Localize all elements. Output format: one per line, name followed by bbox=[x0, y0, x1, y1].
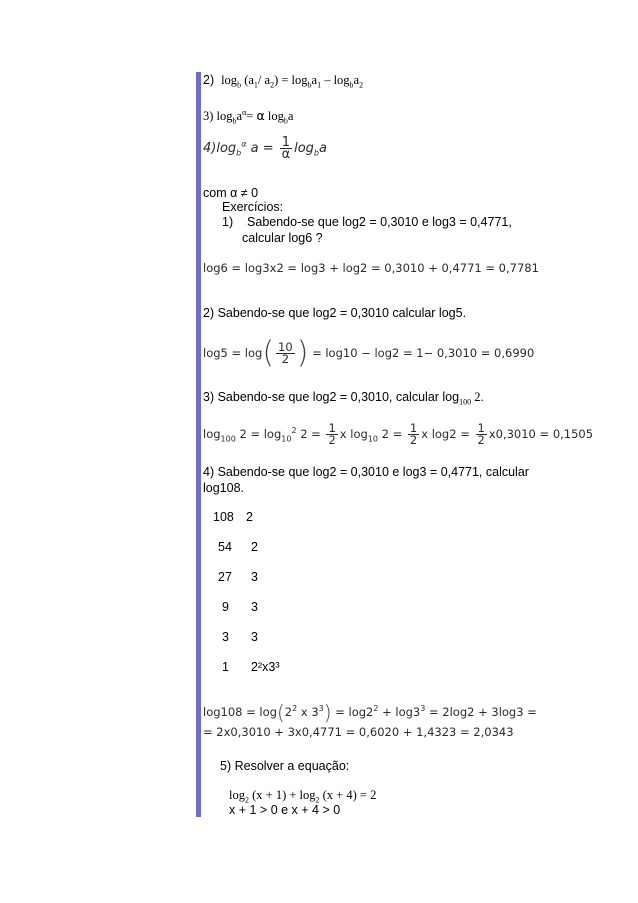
rule-3: 3) $\log_ba^\alpha= \alpha$ $\log_ba$ bbox=[203, 107, 294, 126]
exercise-3-solution: $\log_{100} 2 = \log_{10}^2 2$ = $\frac{1}{2}$ x $\log_{10} 2$ = $\frac{1}{2}$ x log2 = $\frac{1}{2}$ x0,3010 = 0,1505 bbox=[203, 421, 594, 447]
exercise-4-solution-line1: $\log 108 = \log(2^2$ x $3^3) = \log 2^2 + \log 3^3 = 2\log 2 + 3\log 3$ = bbox=[203, 700, 537, 725]
exercise-4-question-cont: log108. bbox=[203, 481, 245, 495]
factor-divisor: 3 bbox=[251, 600, 258, 614]
factor-divisor: 2 bbox=[251, 540, 258, 554]
exercise-1-question: 1) Sabendo-se que log2 = 0,3010 e log3 = 0,4771, bbox=[222, 215, 512, 229]
factor-divisor: 3 bbox=[251, 630, 258, 644]
exercise-2-solution: log5 = log( $\frac{10}{2}$ ) = log10 − log2 = 1− 0,3010 = 0,6990 bbox=[203, 335, 535, 371]
factor-divisor: 3 bbox=[251, 570, 258, 584]
exercises-heading: Exercícios: bbox=[222, 200, 284, 214]
exercise-5-equation: $\log_2 (x + 1) + \log_2 (x + 4) = 2$ bbox=[229, 788, 377, 805]
rule-4-formula: $4)\log_b^\alpha$ a = $\frac{1}{\alpha}$ $\log_ba$ bbox=[203, 135, 327, 162]
condition-alpha: com α ≠ 0 bbox=[203, 186, 259, 200]
exercise-4-question: 4) Sabendo-se que log2 = 0,3010 e log3 = 0,4771, calcular bbox=[203, 465, 529, 479]
exercise-5-question: 5) Resolver a equação: bbox=[220, 759, 350, 773]
factor-result: 2²x3³ bbox=[251, 660, 280, 674]
factor-row: 108 bbox=[213, 510, 234, 524]
left-accent-bar bbox=[196, 72, 201, 817]
exercise-1-solution: log6 = log3x2 = log3 + log2 = 0,3010 + 0,4771 = 0,7781 bbox=[203, 261, 539, 275]
factor-row: 27 bbox=[218, 570, 232, 584]
exercise-1-question-cont: calcular log6 ? bbox=[242, 231, 323, 245]
exercise-4-solution-line2: = 2x0,3010 + 3x0,4771 = 0,6020 + 1,4323 = 2,0343 bbox=[203, 725, 514, 739]
exercise-3-question: 3) Sabendo-se que log2 = 0,3010, calcular $\log_{100} 2$. bbox=[203, 390, 484, 407]
exercise-5-condition: x + 1 > 0 e x + 4 > 0 bbox=[229, 803, 341, 817]
factor-divisor: 2 bbox=[246, 510, 253, 524]
factor-row: 9 bbox=[222, 600, 229, 614]
factor-row: 1 bbox=[222, 660, 229, 674]
rule-2: 2) $\log_b (a_1/$ $a_2) = \log_ba_1 - \log_ba_2$ bbox=[203, 73, 364, 90]
factor-row: 54 bbox=[218, 540, 232, 554]
factor-row: 3 bbox=[222, 630, 229, 644]
exercise-2-question: 2) Sabendo-se que log2 = 0,3010 calcular log5. bbox=[203, 306, 467, 320]
